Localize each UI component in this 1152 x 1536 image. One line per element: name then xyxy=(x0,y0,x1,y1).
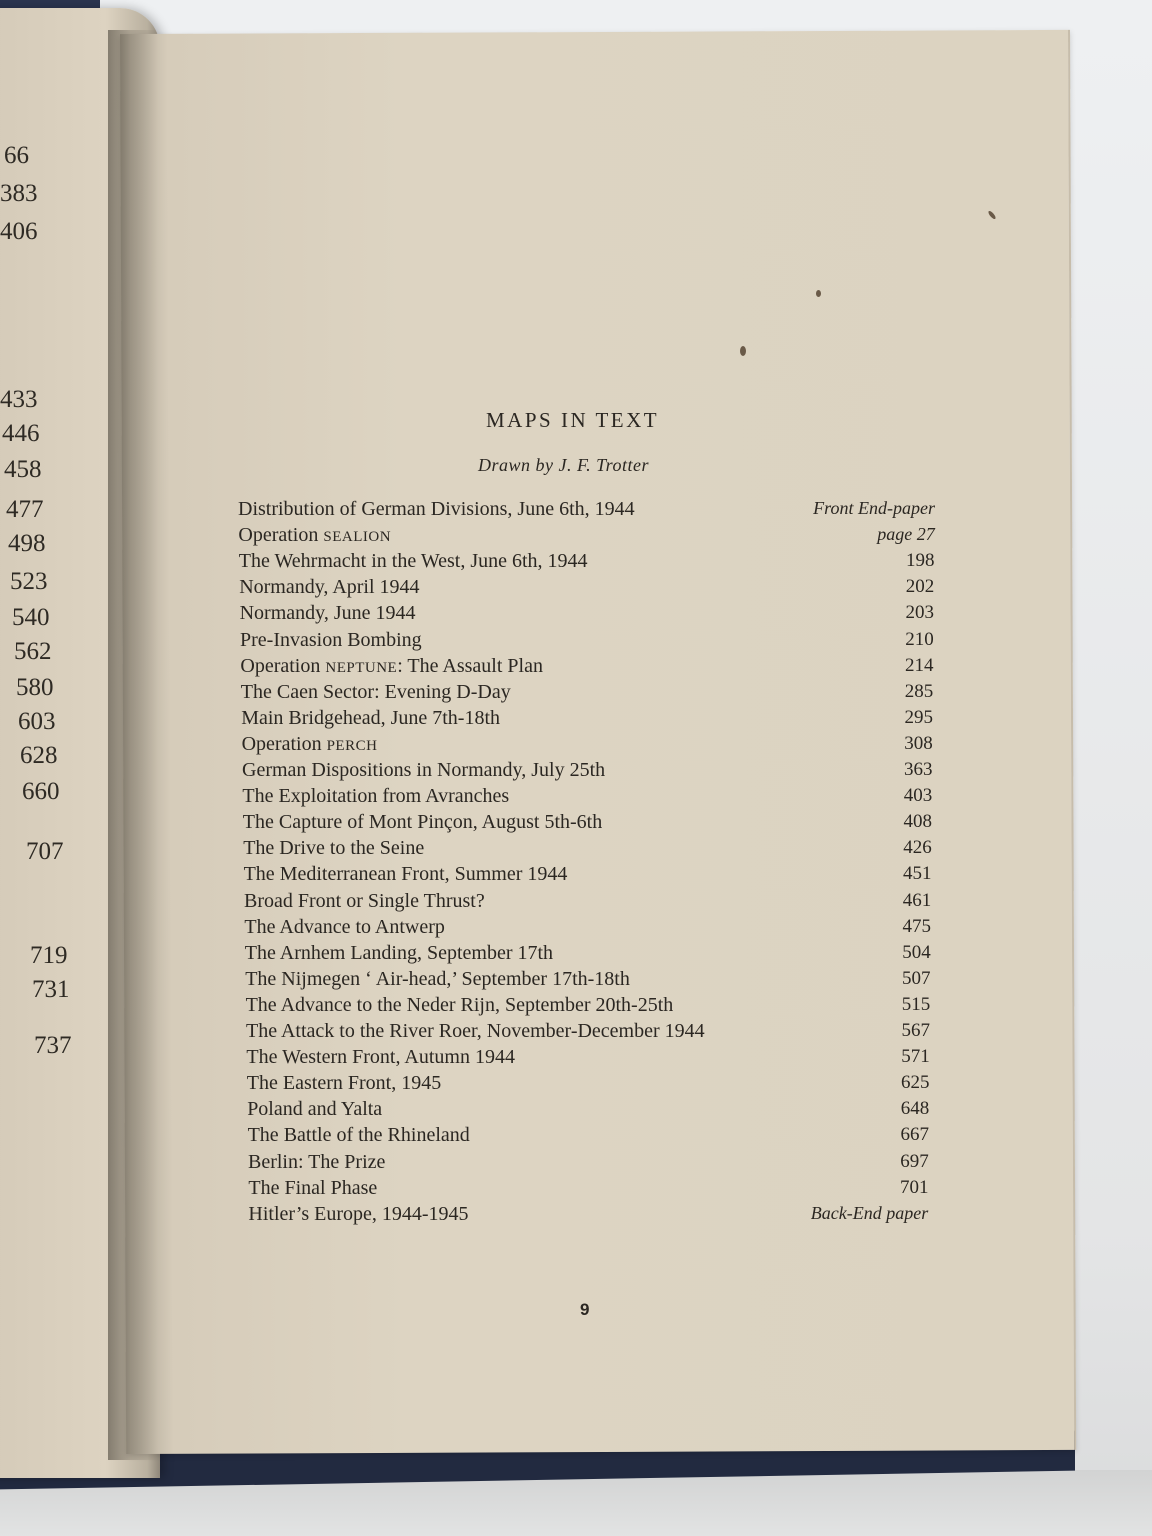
paper-speck xyxy=(740,346,746,356)
map-title: The Eastern Front, 1945 xyxy=(246,1072,442,1095)
map-page-ref: Back-End paper xyxy=(810,1202,929,1223)
map-title-text: Operation xyxy=(238,524,324,547)
map-page-ref: 214 xyxy=(905,654,934,676)
map-title: Broad Front or Single Thrust? xyxy=(244,889,485,912)
map-title-text: : The Assault Plan xyxy=(397,654,543,677)
map-page-ref: 363 xyxy=(904,759,933,780)
map-page-ref: 295 xyxy=(904,706,933,728)
map-page-ref: 648 xyxy=(900,1098,930,1120)
map-title: The Mediterranean Front, Summer 1944 xyxy=(243,863,568,886)
left-page-number: 580 xyxy=(16,674,54,701)
left-page-number: 540 xyxy=(12,604,50,631)
map-page-ref: 308 xyxy=(904,732,933,754)
left-page-number: 406 xyxy=(0,218,38,245)
map-title: The Nijmegen ‘ Air-head,’ September 17th-18th xyxy=(245,967,630,990)
map-page-ref: 567 xyxy=(901,1020,930,1041)
map-page-ref: 625 xyxy=(901,1072,930,1094)
left-page-number: 523 xyxy=(10,568,48,595)
map-title: Distribution of German Divisions, June 6th, 1944 xyxy=(238,498,635,520)
map-title: Poland and Yalta xyxy=(247,1098,383,1121)
left-page-number: 660 xyxy=(22,778,60,805)
map-title: The Western Front, Autumn 1944 xyxy=(246,1046,515,1069)
map-page-ref: 426 xyxy=(903,837,932,859)
left-page-number: 66 xyxy=(4,142,29,169)
map-page-ref: 203 xyxy=(905,602,934,624)
left-page-number: 383 xyxy=(0,180,38,207)
left-page-number: 433 xyxy=(0,386,38,413)
paper-speck xyxy=(816,290,821,297)
left-page-number: 731 xyxy=(32,976,70,1003)
map-title: The Arnhem Landing, September 17th xyxy=(244,941,554,964)
left-page-number: 603 xyxy=(18,708,56,735)
map-page-ref: 285 xyxy=(904,680,934,702)
page-gutter xyxy=(108,30,158,1460)
left-page-number: 719 xyxy=(30,942,68,969)
page-heading: MAPS IN TEXT xyxy=(486,408,660,432)
map-title: Hitler’s Europe, 1944-1945 xyxy=(248,1202,469,1225)
map-title: The Advance to the Neder Rijn, September 20th-25th xyxy=(245,993,674,1016)
map-title: The Advance to Antwerp xyxy=(244,915,445,938)
map-title: The Caen Sector: Evening D-Day xyxy=(240,680,511,703)
map-title: Normandy, June 1944 xyxy=(239,602,416,625)
map-title: Pre-Invasion Bombing xyxy=(240,628,422,651)
page-number: 9 xyxy=(580,1300,590,1319)
left-page-number: 628 xyxy=(20,742,58,769)
operation-name: NEPTUNE xyxy=(325,659,398,676)
map-page-ref: 210 xyxy=(905,628,934,650)
map-page-ref: 701 xyxy=(900,1176,929,1198)
left-page-number: 562 xyxy=(14,638,52,665)
map-page-ref: 571 xyxy=(901,1046,930,1068)
map-title: Normandy, April 1944 xyxy=(239,576,420,599)
map-title: Main Bridgehead, June 7th-18th xyxy=(241,706,501,729)
left-page-number: 477 xyxy=(6,496,44,523)
map-title-text: Operation xyxy=(240,654,326,677)
map-page-ref: 515 xyxy=(901,993,931,1015)
map-page-ref: 507 xyxy=(902,967,931,989)
map-title: The Final Phase xyxy=(248,1176,378,1199)
operation-name: PERCH xyxy=(326,737,378,754)
map-title xyxy=(238,524,391,547)
map-title xyxy=(240,655,543,678)
left-page-number: 707 xyxy=(26,838,64,865)
left-page-number: 737 xyxy=(34,1032,72,1059)
map-page-ref: 198 xyxy=(906,550,935,572)
map-title: The Battle of the Rhineland xyxy=(247,1124,470,1147)
map-title: The Capture of Mont Pinçon, August 5th-6th xyxy=(242,811,603,834)
left-page-number: 458 xyxy=(4,456,42,483)
map-title: The Exploitation from Avranches xyxy=(242,785,510,808)
map-title xyxy=(242,733,378,756)
map-page-ref: page 27 xyxy=(877,524,935,545)
map-page-ref: 461 xyxy=(902,889,932,911)
operation-name: SEALION xyxy=(323,529,392,546)
map-page-ref: 475 xyxy=(902,915,931,937)
map-page-ref: 408 xyxy=(903,811,932,833)
map-title: Berlin: The Prize xyxy=(248,1150,386,1173)
map-page-ref: 403 xyxy=(903,785,933,807)
left-page-number: 446 xyxy=(2,420,40,447)
map-page-ref: 451 xyxy=(903,863,932,885)
left-page-number: 498 xyxy=(8,530,46,557)
map-title: The Attack to the River Roer, November-December 1944 xyxy=(246,1020,705,1042)
map-page-ref: Front End-paper xyxy=(813,498,935,518)
map-page-ref: 504 xyxy=(902,941,931,963)
map-title-text: Operation xyxy=(241,732,327,755)
map-title: The Wehrmacht in the West, June 6th, 1944 xyxy=(238,550,588,573)
byline: Drawn by J. F. Trotter xyxy=(478,455,650,475)
map-page-ref: 697 xyxy=(900,1150,929,1172)
map-page-ref: 202 xyxy=(905,576,935,598)
map-title: German Dispositions in Normandy, July 25th xyxy=(242,759,606,781)
map-page-ref: 667 xyxy=(900,1124,929,1146)
map-title: The Drive to the Seine xyxy=(243,837,425,860)
